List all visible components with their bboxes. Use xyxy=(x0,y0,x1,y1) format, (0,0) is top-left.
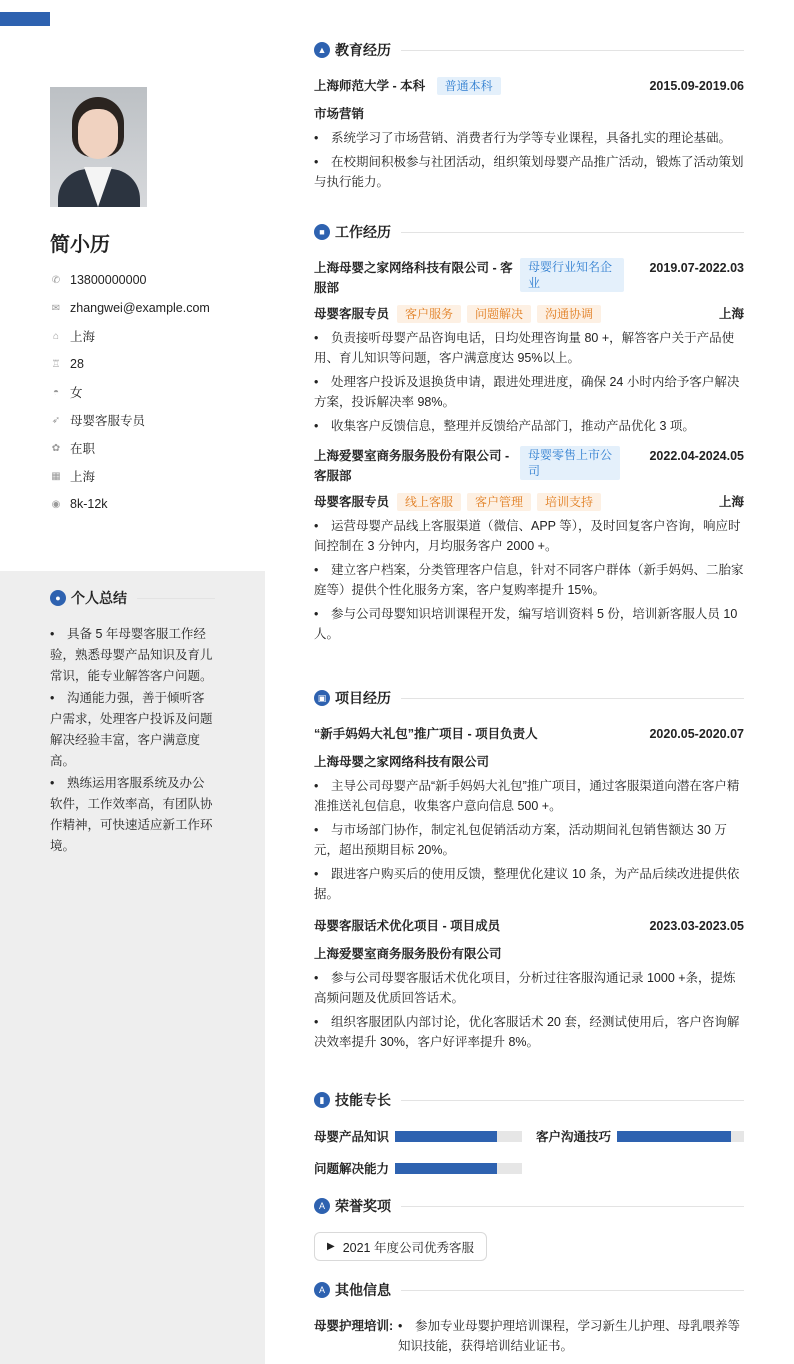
skills-section xyxy=(314,1090,744,1178)
summary-list xyxy=(50,624,215,858)
skill-bar xyxy=(395,1131,522,1142)
other-label: 母婴护理培训: xyxy=(314,1319,394,1333)
skill-bar-fill xyxy=(395,1163,497,1174)
date: 2022.04-2024.05 xyxy=(649,449,744,463)
section-title: 工作经历 xyxy=(335,224,391,240)
section-title: 技能专长 xyxy=(335,1092,391,1108)
avatar xyxy=(50,87,147,207)
user-icon: ● xyxy=(50,590,66,606)
work-section xyxy=(314,222,744,648)
list-item: • 参与公司母婴客服话术优化项目，分析过往客服沟通记录 1000 +条，提炼高频问题及优质回答话术。 xyxy=(314,971,736,1005)
date: 2015.09-2019.06 xyxy=(649,79,744,93)
date: 2020.05-2020.07 xyxy=(649,727,744,741)
degree-tag: 普通本科 xyxy=(437,77,501,95)
city: 上海 xyxy=(70,470,96,484)
project-name: 母婴客服话术优化项目 - 项目成员 xyxy=(314,919,501,933)
job-entry: 上海爱婴室商务服务股份有限公司 - 客服部 母婴零售上市公司 2022.04-2024.05 母婴客服专员 线上客服 客户管理 培训支持 上海 • 运营母婴产品线上客服渠道（微信、APP 等），及时回复客户咨询，响应时间控制在 3 分钟内，月均服务客户 2000 +。 • 建立客户档案，分类管理客户信息，针对不同客户群体（新手妈妈、二胎家庭等）提供个性化服务方案，客户复购率提升 15%。 • 参与公司母婴知识培训课程开发，编写培训资料 5 份，培训新客服人员 10 人。 xyxy=(314,446,744,644)
project-name: “新手妈妈大礼包”推广项目 - 项目负责人 xyxy=(314,727,538,741)
award-icon: A xyxy=(314,1198,330,1214)
gender-icon: ◓ xyxy=(52,386,60,398)
briefcase-icon: ■ xyxy=(314,224,330,240)
award-item[interactable]: ▶ 2021 年度公司优秀客服 xyxy=(314,1232,487,1261)
skill-tag: 沟通协调 xyxy=(537,305,601,323)
sidebar xyxy=(0,0,265,1364)
skill-item: 母婴产品知识 xyxy=(314,1126,522,1146)
salary: 8k-12k xyxy=(70,497,108,511)
skill-bar xyxy=(617,1131,744,1142)
triangle-right-icon: ▶ xyxy=(327,1241,335,1252)
summary-header xyxy=(50,588,215,608)
email: zhangwei@example.com xyxy=(70,301,210,315)
list-item: • 在校期间积极参与社团活动，组织策划母婴产品推广活动，锻炼了活动策划与执行能力。 xyxy=(314,155,744,189)
list-item: • 跟进客户购买后的使用反馈，整理优化建议 10 条，为产品后续改进提供依据。 xyxy=(314,867,740,901)
other-section xyxy=(314,1280,744,1356)
list-item: • 与市场部门协作，制定礼包促销活动方案，活动期间礼包销售额达 30 万元，超出预期目标 20%。 xyxy=(314,823,727,857)
position: 母婴客服专员 xyxy=(70,414,146,428)
age: 28 xyxy=(70,357,84,371)
salary-icon: ◉ xyxy=(51,498,61,510)
resume-name: 简小历 xyxy=(50,234,110,256)
list-item: • 负责接听母婴产品咨询电话，日均处理咨询量 80 +，解答客户关于产品使用、育儿知识等问题，客户满意度达 95%以上。 xyxy=(314,331,735,365)
building-icon: ▦ xyxy=(51,470,61,482)
send-icon: ➶ xyxy=(51,414,61,426)
list-item: • 熟练运用客服系统及办公软件，工作效率高，有团队协作精神，可快速适应新工作环境。 xyxy=(50,776,213,853)
section-title: 项目经历 xyxy=(335,690,391,706)
home-icon: ⌂ xyxy=(52,330,60,342)
list-item: • 主导公司母婴产品“新手妈妈大礼包”推广项目，通过客服渠道向潜在客户精准推送礼包信息，收集客户意向信息 500 +。 xyxy=(314,779,740,813)
status-icon: ✿ xyxy=(51,442,61,454)
major: 市场营销 xyxy=(314,107,365,121)
list-item: • 组织客服团队内部讨论，优化客服话术 20 套，经测试使用后，客户咨询解决效率提升 30%，客户好评率提升 8%。 xyxy=(314,1015,740,1049)
skill-bar-fill xyxy=(617,1131,731,1142)
skill-bar xyxy=(395,1163,522,1174)
list-item: • 具备 5 年母婴客服工作经验，熟悉母婴产品知识及育儿常识，能专业解答客户问题。 xyxy=(50,627,213,683)
company-tag: 母婴零售上市公司 xyxy=(520,446,620,480)
phone: 13800000000 xyxy=(70,273,147,287)
date: 2019.07-2022.03 xyxy=(649,261,744,275)
section-title: 个人总结 xyxy=(71,590,127,606)
grid-icon: ▣ xyxy=(314,690,330,706)
skill-bar-fill xyxy=(395,1131,497,1142)
school: 上海师范大学 - 本科 xyxy=(314,79,426,93)
project-entry xyxy=(314,916,744,1052)
cake-icon: ♖ xyxy=(51,358,61,370)
city: 上海 xyxy=(718,307,744,321)
section-title: 教育经历 xyxy=(335,42,391,58)
job-entry: 上海母婴之家网络科技有限公司 - 客服部 母婴行业知名企业 2019.07-2022.03 母婴客服专员 客户服务 问题解决 沟通协调 上海 • 负责接听母婴产品咨询电话，日均处理咨询量 80 +，解答客户关于产品使用、育儿知识等问题，客户满意度达 95%以上。 • 处理客户投诉及退换货申请，跟进处理进度，确保 24 小时内给予客户解决方案，投诉解决率 98%。 • 收集客户反馈信息，整理并反馈给产品部门，推动产品优化 3 项。 xyxy=(314,258,744,436)
info-icon: A xyxy=(314,1282,330,1298)
project-entry xyxy=(314,724,744,904)
skill-item: 客户沟通技巧 xyxy=(536,1126,744,1146)
graduation-cap-icon: ▲ xyxy=(314,42,330,58)
company: 上海母婴之家网络科技有限公司 - 客服部 xyxy=(314,261,513,295)
date: 2023.03-2023.05 xyxy=(649,919,744,933)
list-item: • 沟通能力强，善于倾听客户需求，处理客户投诉及问题解决经验丰富，客户满意度高。 xyxy=(50,691,213,768)
organization: 上海爱婴室商务服务股份有限公司 xyxy=(314,947,502,961)
section-title: 其他信息 xyxy=(335,1282,391,1298)
phone-icon: ✆ xyxy=(51,274,61,286)
skill-tag: 培训支持 xyxy=(537,493,601,511)
list-item: • 系统学习了市场营销、消费者行为学等专业课程，具备扎实的理论基础。 xyxy=(314,131,732,145)
project-section xyxy=(314,688,744,1056)
skill-tag: 线上客服 xyxy=(397,493,461,511)
gender: 女 xyxy=(70,386,83,400)
list-item: • 处理客户投诉及退换货申请，跟进处理进度，确保 24 小时内给予客户解决方案，投诉解决率 98%。 xyxy=(314,375,740,409)
skill-item: 问题解决能力 xyxy=(314,1158,522,1178)
awards-section xyxy=(314,1196,744,1261)
location: 上海 xyxy=(70,330,96,344)
list-item: • 建立客户档案，分类管理客户信息，针对不同客户群体（新手妈妈、二胎家庭等）提供个性化服务方案，客户复购率提升 15%。 xyxy=(314,563,744,597)
skill-tag: 客户服务 xyxy=(397,305,461,323)
education-section xyxy=(314,40,744,196)
organization: 上海母婴之家网络科技有限公司 xyxy=(314,755,490,769)
list-item: • 参加专业母婴护理培训课程，学习新生儿护理、母乳喂养等知识技能，获得培训结业证书。 xyxy=(398,1319,741,1353)
section-title: 荣誉奖项 xyxy=(335,1198,391,1214)
company: 上海爱婴室商务服务股份有限公司 - 客服部 xyxy=(314,449,510,483)
city: 上海 xyxy=(718,495,744,509)
company-tag: 母婴行业知名企业 xyxy=(520,258,624,292)
skill-tag: 客户管理 xyxy=(467,493,531,511)
mail-icon: ✉ xyxy=(51,302,61,314)
list-item: • 参与公司母婴知识培训课程开发，编写培训资料 5 份，培训新客服人员 10 人。 xyxy=(314,607,738,641)
bar-chart-icon: ▮ xyxy=(314,1092,330,1108)
list-item: • 收集客户反馈信息，整理并反馈给产品部门，推动产品优化 3 项。 xyxy=(314,419,695,433)
skill-tag: 问题解决 xyxy=(467,305,531,323)
list-item: • 运营母婴产品线上客服渠道（微信、APP 等），及时回复客户咨询，响应时间控制在 3 分钟内，月均服务客户 2000 +。 xyxy=(314,519,741,553)
status: 在职 xyxy=(70,442,96,456)
contact-info xyxy=(50,266,210,518)
